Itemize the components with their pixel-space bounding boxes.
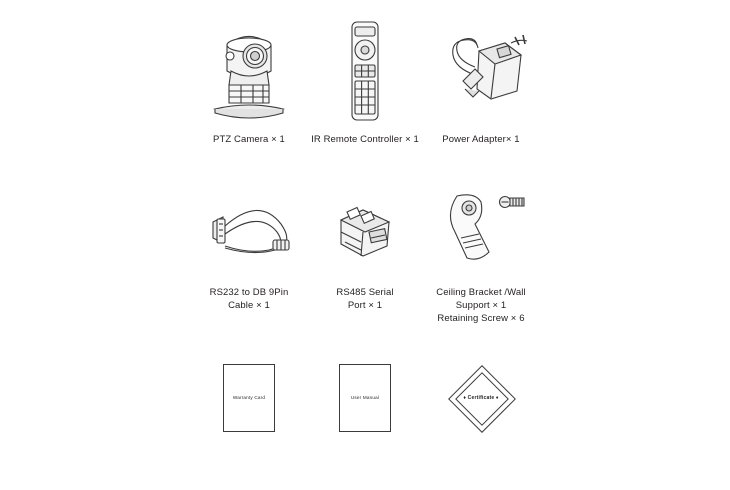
packing-item-rs232-cable bbox=[195, 186, 303, 325]
user-manual-label: User Manual bbox=[350, 395, 380, 400]
star-left-icon: ♦ bbox=[463, 394, 467, 401]
packing-row-3 bbox=[195, 360, 535, 445]
packing-row-2 bbox=[195, 186, 535, 325]
warranty-card-label: Warranty Card bbox=[232, 395, 266, 400]
caption-ir-remote: IR Remote Controller × 1 bbox=[311, 134, 419, 145]
rs232-cable-icon bbox=[195, 186, 303, 276]
packing-item-power-adapter bbox=[427, 18, 535, 146]
caption-ptz-camera: PTZ Camera × 1 bbox=[213, 134, 285, 145]
packing-item-warranty-card bbox=[195, 360, 303, 445]
caption-rs232-cable: RS232 to DB 9Pin Cable × 1 bbox=[209, 287, 289, 311]
ir-remote-icon bbox=[340, 18, 390, 123]
packing-item-certificate bbox=[427, 360, 535, 445]
star-right-icon: ♦ bbox=[495, 394, 499, 401]
user-manual-icon bbox=[339, 360, 391, 435]
warranty-card-icon bbox=[223, 360, 275, 435]
caption-power-adapter: Power Adapter× 1 bbox=[442, 134, 520, 145]
power-adapter-icon bbox=[431, 18, 531, 123]
packing-item-ir-remote bbox=[311, 18, 419, 146]
ptz-camera-icon bbox=[195, 18, 303, 123]
certificate-label-row bbox=[448, 395, 514, 401]
packing-item-ptz-camera bbox=[195, 18, 303, 146]
packing-item-user-manual bbox=[311, 360, 419, 445]
packing-item-rs485-port bbox=[311, 186, 419, 325]
caption-ceiling-bracket: Ceiling Bracket /Wall Support × 1 Retaining Screw × 6 bbox=[436, 287, 526, 324]
rs485-port-icon bbox=[325, 186, 405, 276]
packing-item-ceiling-bracket bbox=[427, 186, 535, 325]
certificate-label: Certificate bbox=[467, 394, 495, 401]
packing-row-1 bbox=[195, 18, 535, 146]
ceiling-bracket-icon bbox=[427, 186, 535, 276]
caption-rs485-port: RS485 Serial Port × 1 bbox=[336, 287, 394, 311]
certificate-icon bbox=[448, 360, 514, 435]
